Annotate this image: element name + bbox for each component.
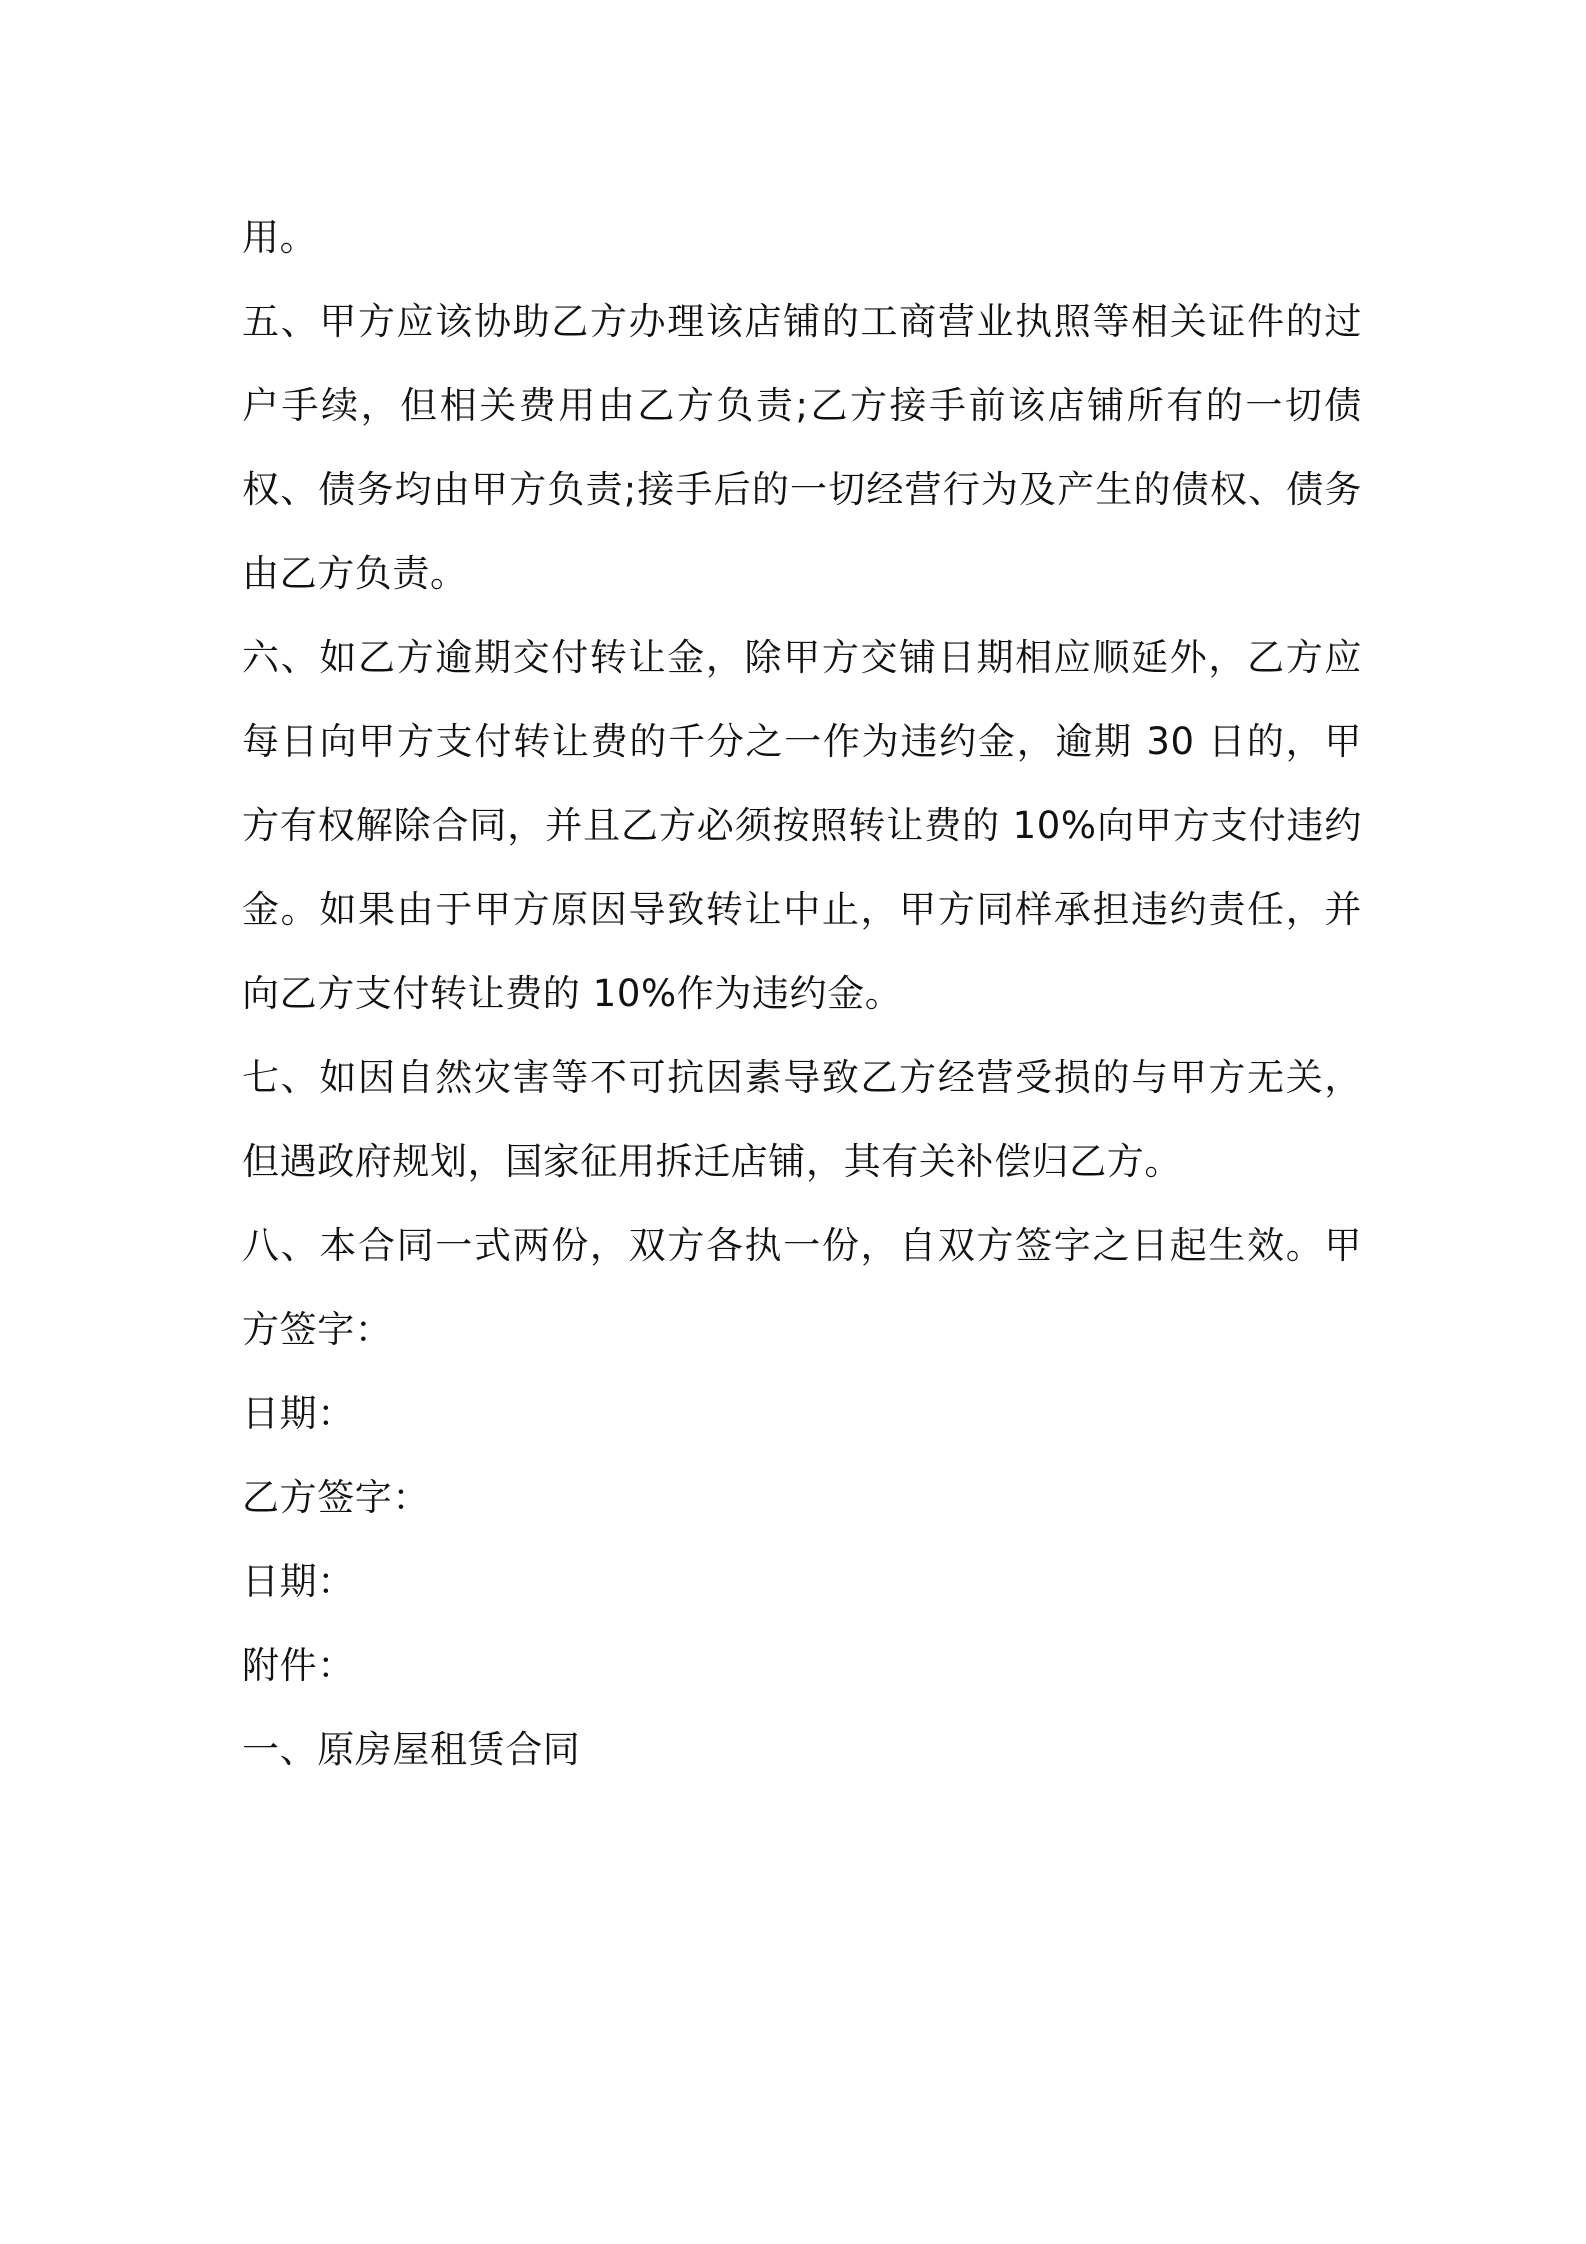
party-b-date: 日期： (242, 1560, 355, 1603)
party-a-date: 日期： (242, 1392, 355, 1435)
attachments-heading: 附件： (242, 1644, 355, 1687)
paragraph-continuation: 用。 (242, 216, 318, 259)
attachment-item-one: 一、原房屋租赁合同 (242, 1728, 581, 1771)
clause-seven: 七、如因自然灾害等不可抗因素导致乙方经营受损的与甲方无关，但遇政府规划，国家征用拆迁店铺，其有关补偿归乙方。 (242, 1056, 1362, 1183)
clause-eight: 八、本合同一式两份，双方各执一份，自双方签字之日起生效。甲方签字： (242, 1224, 1362, 1351)
clause-five: 五、甲方应该协助乙方办理该店铺的工商营业执照等相关证件的过户手续，但相关费用由乙方负责;乙方接手前该店铺所有的一切债权、债务均由甲方负责;接手后的一切经营行为及产生的债权、债务由乙方负责。 (242, 300, 1362, 595)
contract-text (242, 196, 1362, 1792)
clause-six: 六、如乙方逾期交付转让金，除甲方交铺日期相应顺延外，乙方应每日向甲方支付转让费的千分之一作为违约金，逾期 30 日的，甲方有权解除合同，并且乙方必须按照转让费的 10%向甲方支付违约金。如果由于甲方原因导致转让中止，甲方同样承担违约责任，并向乙方支付转让费的 10%作为违约金。 (242, 636, 1362, 1015)
party-b-signature: 乙方签字： (242, 1476, 430, 1519)
